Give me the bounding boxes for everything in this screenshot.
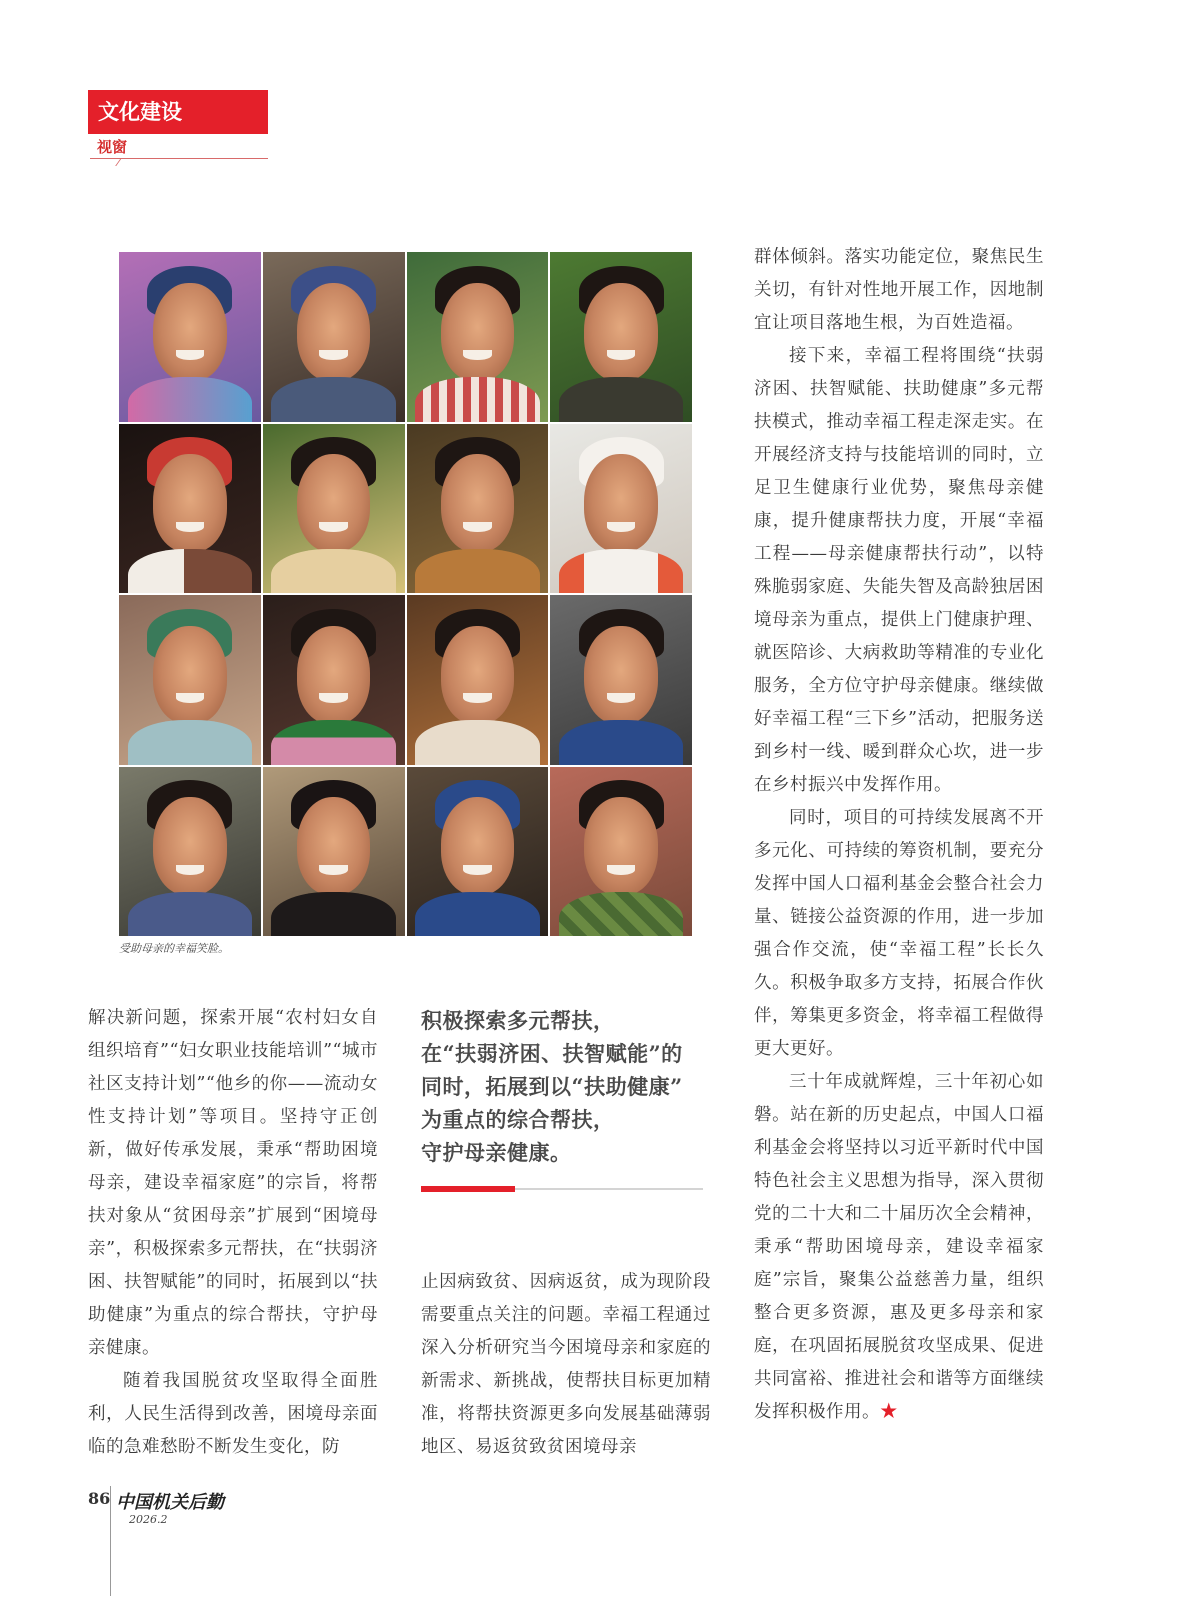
mothers-photo-grid (119, 252, 692, 936)
pull-quote-line: 在“扶弱济困、扶智赋能”的 (421, 1041, 683, 1066)
paragraph-text: 三十年成就辉煌，三十年初心如磐。站在新的历史起点，中国人口福利基金会将坚持以习近平新时代中国特色社会主义思想为指导，深入贯彻党的二十大和二十届历次全会精神，秉承“帮助困境母亲，建设幸福家庭”宗旨，聚集公益慈善力量，组织整合更多资源，惠及更多母亲和家庭，在巩固拓展脱贫攻坚成果、促进共同富裕、推进社会和谐等方面继续发挥积极作用。 (754, 1072, 1044, 1422)
pull-quote-line: 同时，拓展到以“扶助健康” (421, 1074, 683, 1099)
pull-quote-line: 守护母亲健康。 (421, 1140, 572, 1165)
article-column-middle (421, 1266, 711, 1464)
photo-portrait-7 (407, 424, 549, 594)
paragraph: 群体倾斜。落实功能定位，聚焦民生关切，有针对性地开展工作，因地制宜让项目落地生根，为百姓造福。 (754, 247, 1044, 333)
paragraph: 同时，项目的可持续发展离不开多元化、可持续的筹资机制，要充分发挥中国人口福利基金会整合社会力量、链接公益资源的作用，进一步加强合作交流，使“幸福工程”长长久久。积极争取多方支持，拓展合作伙伴，筹集更多资金，将幸福工程做得更大更好。 (754, 808, 1044, 1059)
magazine-title: 中国机关后勤 (116, 1492, 224, 1513)
issue-number: 2026.2 (129, 1513, 168, 1526)
photo-portrait-2 (263, 252, 405, 422)
paragraph: 接下来，幸福工程将围绕“扶弱济困、扶智赋能、扶助健康”多元帮扶模式，推动幸福工程走深走实。在开展经济支持与技能培训的同时，立足卫生健康行业优势，聚焦母亲健康，提升健康帮扶力度，开展“幸福工程——母亲健康帮扶行动”，以特殊脆弱家庭、失能失智及高龄独居困境母亲为重点，提供上门健康护理、就医陪诊、大病救助等精准的专业化服务，全方位守护母亲健康。继续做好幸福工程“三下乡”活动，把服务送到乡村一线、暖到群众心坎，进一步在乡村振兴中发挥作用。 (754, 346, 1044, 795)
pull-quote-line: 为重点的综合帮扶， (421, 1107, 615, 1132)
paragraph: 随着我国脱贫攻坚取得全面胜利，人民生活得到改善，困境母亲面临的急难愁盼不断发生变化，防 (88, 1371, 378, 1457)
photo-portrait-4 (550, 252, 692, 422)
end-star-icon: ★ (880, 1402, 898, 1422)
page-number: 86 (88, 1489, 111, 1508)
photo-portrait-3 (407, 252, 549, 422)
photo-portrait-5 (119, 424, 261, 594)
article-column-right (754, 241, 1044, 1471)
photo-portrait-6 (263, 424, 405, 594)
photo-portrait-14 (263, 767, 405, 937)
section-label: 文化建设 (88, 90, 268, 134)
pull-quote-accent-bar (421, 1186, 515, 1192)
sub-label-underline (90, 158, 268, 159)
sub-section-label: 视窗 (97, 138, 128, 156)
photo-portrait-15 (407, 767, 549, 937)
paragraph: 解决新问题，探索开展“农村妇女自组织培育”“妇女职业技能培训”“城市社区支持计划”“他乡的你——流动女性支持计划”等项目。坚持守正创新，做好传承发展，秉承“帮助困境母亲，建设幸福家庭”的宗旨，将帮扶对象从“贫困母亲”扩展到“困境母亲”，积极探索多元帮扶，在“扶弱济困、扶智赋能”的同时，拓展到以“扶助健康”为重点的综合帮扶，守护母亲健康。 (88, 1008, 378, 1358)
photo-portrait-11 (407, 595, 549, 765)
pull-quote (421, 1004, 713, 1169)
article-column-left (88, 1002, 378, 1464)
pull-quote-line: 积极探索多元帮扶， (421, 1008, 615, 1033)
photo-portrait-16 (550, 767, 692, 937)
paragraph (754, 1066, 1044, 1429)
photo-portrait-10 (263, 595, 405, 765)
photo-portrait-1 (119, 252, 261, 422)
pull-quote-rule (515, 1188, 703, 1190)
photo-portrait-8 (550, 424, 692, 594)
paragraph: 止因病致贫、因病返贫，成为现阶段需要重点关注的问题。幸福工程通过深入分析研究当今困境母亲和家庭的新需求、新挑战，使帮扶目标更加精准，将帮扶资源更多向发展基础薄弱地区、易返贫致贫困境母亲 (421, 1272, 711, 1457)
photo-portrait-13 (119, 767, 261, 937)
sub-label-notch (115, 158, 132, 166)
photo-portrait-9 (119, 595, 261, 765)
photo-caption: 受助母亲的幸福笑脸。 (119, 942, 229, 955)
photo-portrait-12 (550, 595, 692, 765)
